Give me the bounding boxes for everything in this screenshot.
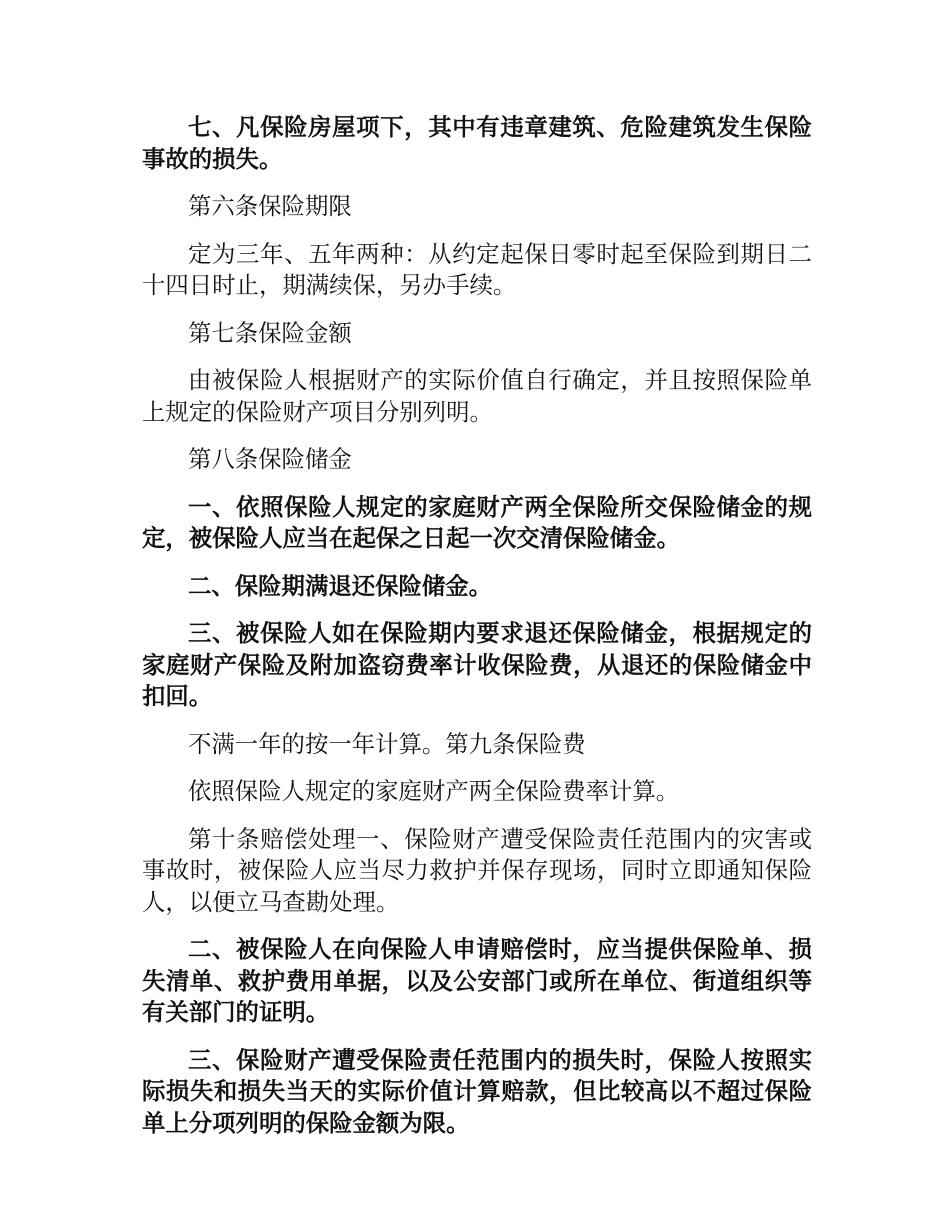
- article-eight-item-one: 一、依照保险人规定的家庭财产两全保险所交保险储金的规定，被保险人应当在起保之日起一次交清保险储金。: [142, 492, 812, 552]
- article-eight-heading: 第八条保险储金: [188, 445, 352, 473]
- article-nine-body: 依照保险人规定的家庭财产两全保险费率计算。: [188, 777, 680, 805]
- document-page: [142, 112, 812, 1155]
- article-six-body: 定为三年、五年两种：从约定起保日零时起至保险到期日二十四日时止，期满续保，另办手续。: [142, 239, 812, 299]
- article-six-heading: 第六条保险期限: [188, 192, 352, 220]
- article-ten-item-three: 三、保险财产遭受保险责任范围内的损失时，保险人按照实际损失和损失当天的实际价值计算赔款，但比较高以不超过保险单上分项列明的保险金额为限。: [142, 1045, 812, 1137]
- article-seven-body: 由被保险人根据财产的实际价值自行确定，并且按照保险单上规定的保险财产项目分别列明。: [142, 366, 812, 426]
- article-ten-item-one: 第十条赔偿处理一、保险财产遭受保险责任范围内的灾害或事故时，被保险人应当尽力救护并保存现场，同时立即通知保险人，以便立马查勘处理。: [142, 824, 812, 916]
- article-eight-item-three: 三、被保险人如在保险期内要求退还保险储金，根据规定的家庭财产保险及附加盗窃费率计收保险费，从退还的保险储金中扣回。: [142, 619, 812, 710]
- article-ten-item-two: 二、被保险人在向保险人申请赔偿时，应当提供保险单、损失清单、救护费用单据，以及公安部门或所在单位、街道组织等有关部门的证明。: [142, 935, 812, 1026]
- article-seven-heading: 第七条保险金额: [188, 318, 352, 347]
- clause-seven-illegal-buildings: 七、凡保险房屋项下，其中有违章建筑、危险建筑发生保险事故的损失。: [142, 113, 812, 173]
- article-nine-heading: 不满一年的按一年计算。第九条保险费: [188, 729, 586, 758]
- article-eight-item-two: 二、保险期满退还保险储金。: [188, 571, 493, 600]
